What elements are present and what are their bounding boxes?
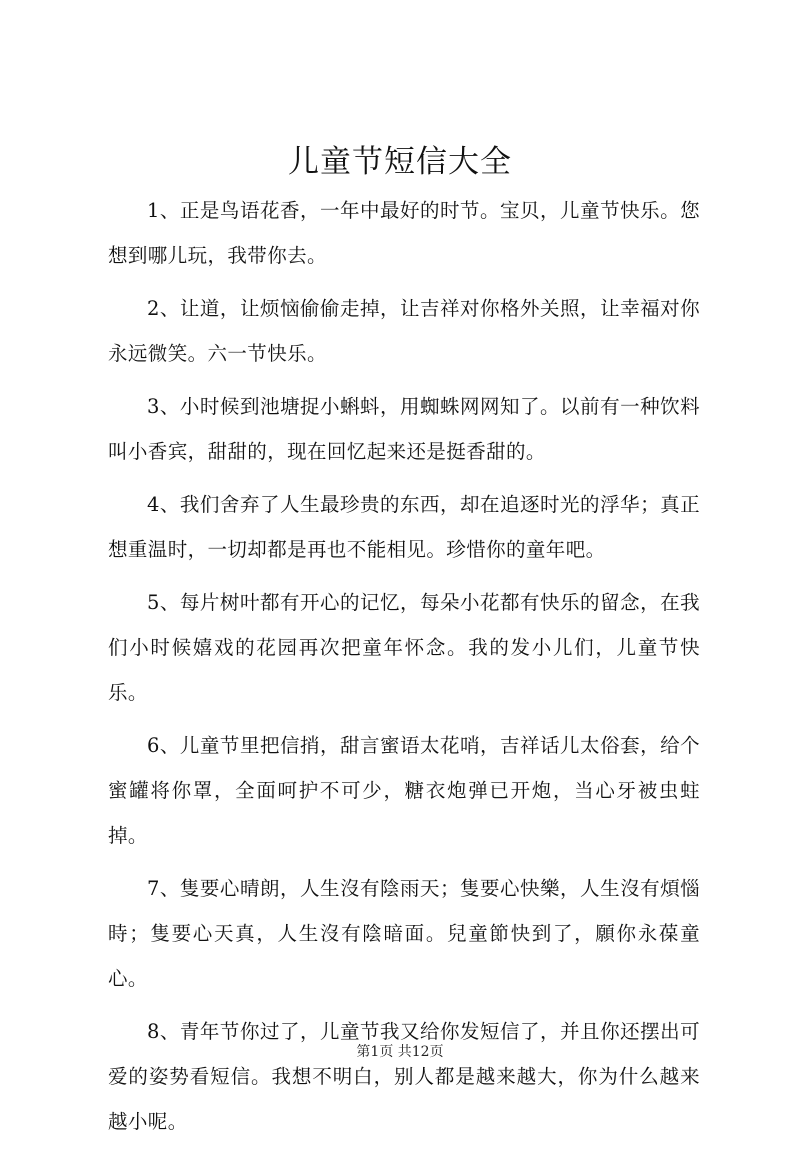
paragraph-8: 8、青年节你过了，儿童节我又给你发短信了，并且你还摆出可爱的姿势看短信。我想不明白，别人都是越来越大，你为什么越来越小呢。 [108,1020,700,1133]
paragraph-7: 7、隻要心晴朗，人生沒有陰雨天；隻要心快樂，人生沒有煩惱時；隻要心天真，人生沒有陰暗面。兒童節快到了，願你永葆童心。 [108,877,700,990]
paragraph-1: 1、正是鸟语花香，一年中最好的时节。宝贝，儿童节快乐。您想到哪儿玩，我带你去。 [108,199,700,267]
document-body [108,188,700,1152]
document-title: 儿童节短信大全 [288,144,512,180]
paragraph-4: 4、我们舍弃了人生最珍贵的东西，却在追逐时光的浮华；真正想重温时，一切却都是再也不能相见。珍惜你的童年吧。 [108,493,700,561]
paragraph-3: 3、小时候到池塘捉小蝌蚪，用蜘蛛网网知了。以前有一种饮料叫小香宾，甜甜的，现在回忆起来还是挺香甜的。 [108,395,700,463]
paragraph-6: 6、儿童节里把信捎，甜言蜜语太花哨，吉祥话儿太俗套，给个蜜罐将你罩，全面呵护不可少，糖衣炮弹已开炮，当心牙被虫蛀掉。 [108,734,700,847]
paragraph-5: 5、每片树叶都有开心的记忆，每朵小花都有快乐的留念，在我们小时候嬉戏的花园再次把童年怀念。我的发小儿们，儿童节快乐。 [108,591,700,704]
paragraph-2: 2、让道，让烦恼偷偷走掉，让吉祥对你格外关照，让幸福对你永远微笑。六一节快乐。 [108,297,700,365]
page-number-footer: 第1页 共12页 [356,1044,444,1060]
